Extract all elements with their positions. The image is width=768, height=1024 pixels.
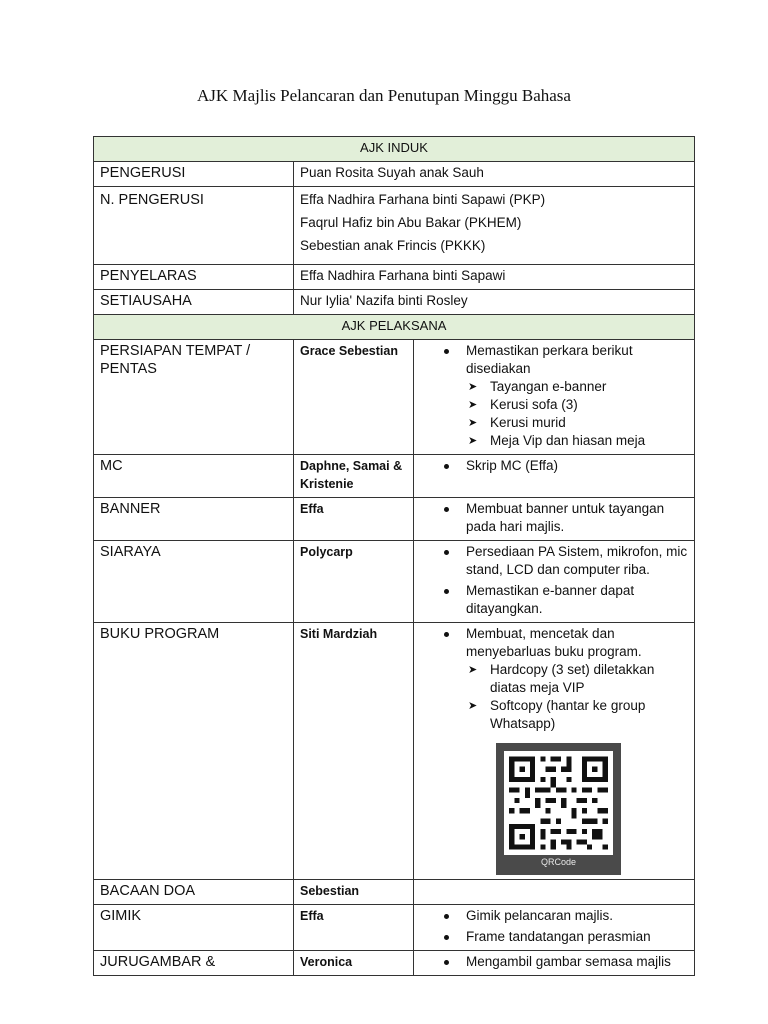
sub-task-list xyxy=(466,661,688,733)
sub-task-text: Tayangan e-banner xyxy=(490,379,607,394)
qr-code-image[interactable] xyxy=(496,743,621,875)
role-cell: BANNER xyxy=(94,498,294,541)
sub-task-item xyxy=(466,396,688,414)
name-cell xyxy=(294,290,695,315)
table-row xyxy=(94,187,695,265)
table-row xyxy=(94,541,695,623)
task-text: Mengambil gambar semasa majlis xyxy=(466,954,671,969)
arrowhead-icon: ➤ xyxy=(468,399,478,411)
task-text: Membuat banner untuk tayangan pada hari majlis. xyxy=(466,501,665,534)
sub-task-item xyxy=(466,697,688,733)
table-row xyxy=(94,880,695,905)
pic-cell: Daphne, Samai & Kristenie xyxy=(294,455,414,498)
task-item xyxy=(420,342,688,450)
bullet-dot-icon xyxy=(444,632,449,637)
sub-task-list xyxy=(466,378,688,450)
task-cell xyxy=(414,498,695,541)
bullet-dot-icon xyxy=(444,507,449,512)
task-list xyxy=(420,953,688,971)
bullet-dot-icon xyxy=(444,550,449,555)
task-list xyxy=(420,907,688,946)
task-text: Persediaan PA Sistem, mikrofon, mic stand, LCD dan computer riba. xyxy=(466,544,688,577)
task-text: Gimik pelancaran majlis. xyxy=(466,908,614,923)
bullet-dot-icon xyxy=(444,960,449,965)
name-cell xyxy=(294,162,695,187)
table-row xyxy=(94,905,695,951)
sub-task-text: Hardcopy (3 set) diletakkan diatas meja VIP xyxy=(490,662,655,695)
qr-container xyxy=(420,733,688,875)
section-header-label: AJK PELAKSANA xyxy=(94,315,695,340)
task-cell xyxy=(414,541,695,623)
sub-task-text: Meja Vip dan hiasan meja xyxy=(490,433,646,448)
task-list xyxy=(420,500,688,536)
section-header-pelaksana xyxy=(94,315,695,340)
sub-task-item xyxy=(466,378,688,396)
sub-task-text: Kerusi murid xyxy=(490,415,566,430)
pic-cell: Veronica xyxy=(294,951,414,976)
table-row xyxy=(94,951,695,976)
task-list xyxy=(420,543,688,618)
task-item xyxy=(420,953,688,971)
pic-cell: Effa xyxy=(294,498,414,541)
arrowhead-icon: ➤ xyxy=(468,700,478,712)
bullet-dot-icon xyxy=(444,589,449,594)
arrowhead-icon: ➤ xyxy=(468,664,478,676)
table-row xyxy=(94,265,695,290)
task-item xyxy=(420,625,688,733)
table-row xyxy=(94,290,695,315)
role-cell: BUKU PROGRAM xyxy=(94,623,294,880)
task-text: Memastikan e-banner dapat ditayangkan. xyxy=(466,583,635,616)
task-cell xyxy=(414,340,695,455)
qr-label: QRCode xyxy=(540,857,576,867)
sub-task-text: Softcopy (hantar ke group Whatsapp) xyxy=(490,698,646,731)
pic-cell: Grace Sebestian xyxy=(294,340,414,455)
task-cell xyxy=(414,905,695,951)
task-text: Memastikan perkara berikut disediakan xyxy=(466,343,633,376)
role-cell: SIARAYA xyxy=(94,541,294,623)
role-cell: PENYELARAS xyxy=(94,265,294,290)
pic-cell: Polycarp xyxy=(294,541,414,623)
task-list xyxy=(420,457,688,475)
bullet-dot-icon xyxy=(444,914,449,919)
pic-cell: Sebestian xyxy=(294,880,414,905)
member-name: Puan Rosita Suyah anak Sauh xyxy=(300,165,484,180)
task-item xyxy=(420,928,688,946)
committee-table xyxy=(93,136,695,976)
task-text: Skrip MC (Effa) xyxy=(466,458,559,473)
bullet-dot-icon xyxy=(444,349,449,354)
pic-cell: Siti Mardziah xyxy=(294,623,414,880)
member-name: Nur Iylia' Nazifa binti Rosley xyxy=(300,293,468,308)
role-cell: MC xyxy=(94,455,294,498)
table-row xyxy=(94,455,695,498)
table-row xyxy=(94,162,695,187)
task-item xyxy=(420,457,688,475)
task-list xyxy=(420,342,688,450)
bullet-dot-icon xyxy=(444,935,449,940)
task-list xyxy=(420,625,688,733)
sub-task-item xyxy=(466,432,688,450)
role-cell: JURUGAMBAR & xyxy=(94,951,294,976)
role-cell: PENGERUSI xyxy=(94,162,294,187)
section-header-label: AJK INDUK xyxy=(94,137,695,162)
sub-task-text: Kerusi sofa (3) xyxy=(490,397,578,412)
pic-cell: Effa xyxy=(294,905,414,951)
sub-task-item xyxy=(466,414,688,432)
name-cell xyxy=(294,187,695,265)
member-name: Sebestian anak Frincis (PKKK) xyxy=(300,238,486,253)
arrowhead-icon: ➤ xyxy=(468,381,478,393)
member-name: Effa Nadhira Farhana binti Sapawi xyxy=(300,268,506,283)
role-cell: PERSIAPAN TEMPAT / PENTAS xyxy=(94,340,294,455)
task-cell xyxy=(414,880,695,905)
role-cell: SETIAUSAHA xyxy=(94,290,294,315)
member-name: Effa Nadhira Farhana binti Sapawi (PKP) xyxy=(300,192,546,207)
task-item xyxy=(420,582,688,618)
document-title: AJK Majlis Pelancaran dan Penutupan Minggu Bahasa xyxy=(197,86,571,105)
task-text: Frame tandatangan perasmian xyxy=(466,929,651,944)
arrowhead-icon: ➤ xyxy=(468,435,478,447)
task-item xyxy=(420,500,688,536)
role-cell: N. PENGERUSI xyxy=(94,187,294,265)
section-header-induk xyxy=(94,137,695,162)
name-cell xyxy=(294,265,695,290)
role-cell: GIMIK xyxy=(94,905,294,951)
member-name: Faqrul Hafiz bin Abu Bakar (PKHEM) xyxy=(300,215,522,230)
task-item xyxy=(420,907,688,925)
bullet-dot-icon xyxy=(444,464,449,469)
task-cell xyxy=(414,455,695,498)
table-row xyxy=(94,498,695,541)
sub-task-item xyxy=(466,661,688,697)
task-cell xyxy=(414,623,695,880)
table-row xyxy=(94,623,695,880)
arrowhead-icon: ➤ xyxy=(468,417,478,429)
table-row xyxy=(94,340,695,455)
qr-code-icon xyxy=(504,751,613,855)
task-item xyxy=(420,543,688,579)
role-cell: BACAAN DOA xyxy=(94,880,294,905)
task-cell xyxy=(414,951,695,976)
task-text: Membuat, mencetak dan menyebarluas buku program. xyxy=(466,626,642,659)
